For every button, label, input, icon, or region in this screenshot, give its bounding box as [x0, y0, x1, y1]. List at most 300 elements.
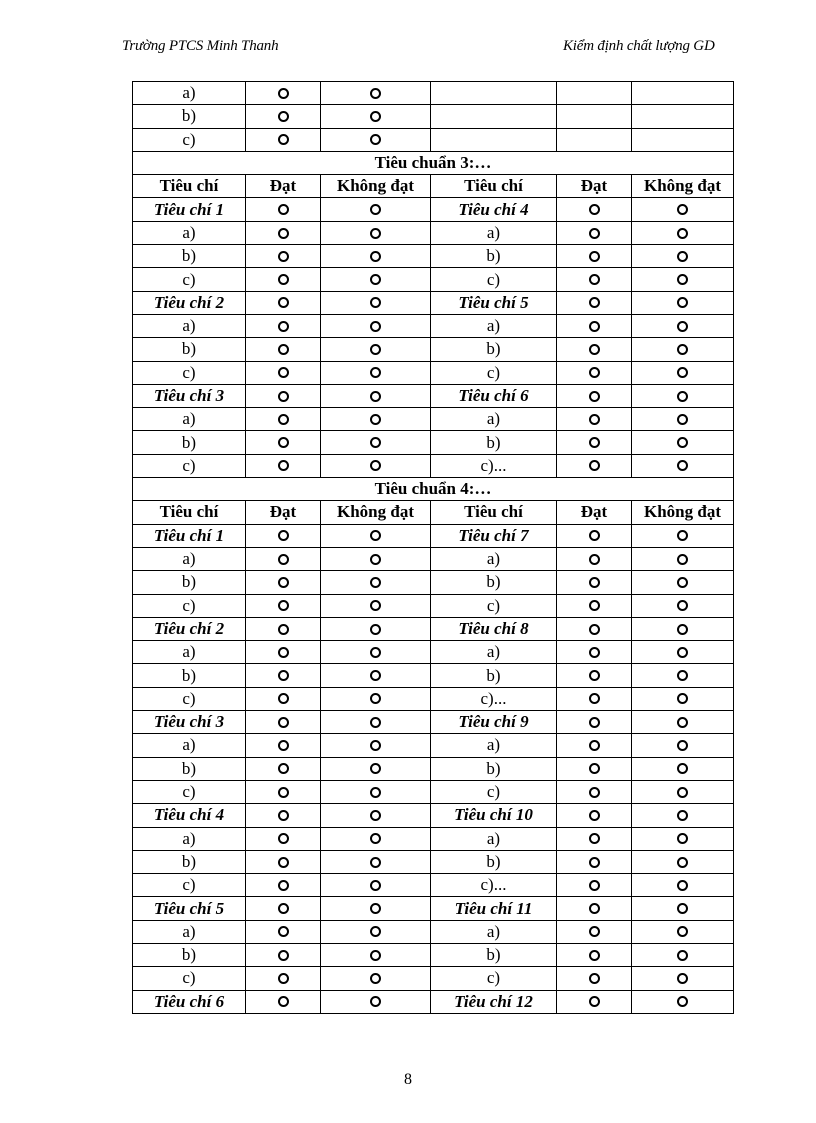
pass-radio-icon[interactable] — [589, 693, 600, 704]
criterion-heading: Tiêu chí 11 — [431, 897, 557, 920]
pass-radio-icon[interactable] — [589, 274, 600, 285]
pass-radio-icon[interactable] — [278, 321, 289, 332]
pass-radio-icon[interactable] — [278, 670, 289, 681]
pass-radio-icon[interactable] — [589, 228, 600, 239]
fail-cell — [321, 804, 431, 827]
fail-cell — [321, 594, 431, 617]
pass-cell — [557, 687, 632, 710]
pass-radio-icon[interactable] — [278, 624, 289, 635]
pass-radio-icon[interactable] — [589, 717, 600, 728]
pass-radio-icon[interactable] — [589, 763, 600, 774]
criterion-item-label: a) — [133, 547, 246, 570]
fail-radio-icon[interactable] — [370, 460, 381, 471]
fail-radio-icon[interactable] — [677, 321, 688, 332]
pass-radio-icon[interactable] — [278, 973, 289, 984]
table-row — [133, 198, 734, 221]
pass-cell — [557, 711, 632, 734]
fail-radio-icon[interactable] — [677, 530, 688, 541]
criteria-table — [132, 81, 734, 1014]
fail-radio-icon[interactable] — [677, 554, 688, 565]
fail-radio-icon[interactable] — [370, 857, 381, 868]
empty-cell — [431, 105, 557, 128]
pass-radio-icon[interactable] — [589, 880, 600, 891]
fail-cell — [321, 967, 431, 990]
pass-radio-icon[interactable] — [589, 810, 600, 821]
fail-radio-icon[interactable] — [370, 950, 381, 961]
fail-cell — [632, 198, 734, 221]
criterion-heading: Tiêu chí 6 — [133, 990, 246, 1013]
pass-radio-icon[interactable] — [589, 950, 600, 961]
fail-cell — [632, 641, 734, 664]
fail-cell — [321, 664, 431, 687]
fail-radio-icon[interactable] — [370, 670, 381, 681]
pass-radio-icon[interactable] — [589, 787, 600, 798]
pass-radio-icon[interactable] — [278, 600, 289, 611]
criterion-item-label: a) — [133, 920, 246, 943]
fail-cell — [321, 990, 431, 1013]
fail-cell — [632, 757, 734, 780]
pass-radio-icon[interactable] — [278, 460, 289, 471]
fail-radio-icon[interactable] — [370, 297, 381, 308]
table-row — [133, 128, 734, 151]
fail-radio-icon[interactable] — [370, 833, 381, 844]
fail-radio-icon[interactable] — [370, 530, 381, 541]
fail-radio-icon[interactable] — [370, 274, 381, 285]
pass-cell — [557, 454, 632, 477]
fail-radio-icon[interactable] — [370, 204, 381, 215]
fail-radio-icon[interactable] — [370, 321, 381, 332]
pass-cell — [557, 804, 632, 827]
pass-radio-icon[interactable] — [278, 693, 289, 704]
section-title: Tiêu chuẩn 4:… — [133, 478, 734, 501]
fail-radio-icon[interactable] — [370, 367, 381, 378]
pass-radio-icon[interactable] — [589, 973, 600, 984]
fail-cell — [632, 874, 734, 897]
table-row — [133, 897, 734, 920]
pass-cell — [557, 291, 632, 314]
fail-radio-icon[interactable] — [370, 414, 381, 425]
criterion-item-label: c) — [133, 454, 246, 477]
fail-cell — [321, 384, 431, 407]
fail-radio-icon[interactable] — [677, 950, 688, 961]
pass-cell — [557, 384, 632, 407]
criterion-heading: Tiêu chí 4 — [133, 804, 246, 827]
fail-cell — [632, 384, 734, 407]
pass-cell — [246, 943, 321, 966]
fail-radio-icon[interactable] — [677, 717, 688, 728]
table-row — [133, 384, 734, 407]
fail-cell — [321, 82, 431, 105]
criterion-item-label: c) — [133, 128, 246, 151]
pass-radio-icon[interactable] — [589, 391, 600, 402]
criterion-item-label: c)... — [431, 687, 557, 710]
pass-cell — [246, 687, 321, 710]
pass-radio-icon[interactable] — [278, 903, 289, 914]
pass-cell — [246, 291, 321, 314]
pass-cell — [246, 524, 321, 547]
criterion-item-label: a) — [431, 547, 557, 570]
fail-radio-icon[interactable] — [370, 391, 381, 402]
fail-cell — [632, 897, 734, 920]
table-row — [133, 711, 734, 734]
criterion-item-label: a) — [133, 408, 246, 431]
pass-cell — [557, 874, 632, 897]
empty-cell — [632, 105, 734, 128]
criterion-item-label: a) — [133, 827, 246, 850]
pass-radio-icon[interactable] — [589, 624, 600, 635]
pass-cell — [557, 571, 632, 594]
pass-radio-icon[interactable] — [278, 554, 289, 565]
fail-cell — [632, 827, 734, 850]
criterion-item-label: a) — [133, 734, 246, 757]
pass-cell — [557, 268, 632, 291]
pass-cell — [246, 547, 321, 570]
pass-cell — [557, 338, 632, 361]
fail-cell — [321, 198, 431, 221]
pass-radio-icon[interactable] — [278, 740, 289, 751]
fail-radio-icon[interactable] — [370, 810, 381, 821]
pass-radio-icon[interactable] — [278, 111, 289, 122]
pass-radio-icon[interactable] — [278, 414, 289, 425]
criterion-heading: Tiêu chí 5 — [431, 291, 557, 314]
pass-radio-icon[interactable] — [278, 530, 289, 541]
pass-cell — [246, 641, 321, 664]
fail-radio-icon[interactable] — [370, 111, 381, 122]
fail-radio-icon[interactable] — [677, 763, 688, 774]
pass-radio-icon[interactable] — [589, 740, 600, 751]
fail-radio-icon[interactable] — [370, 251, 381, 262]
empty-cell — [557, 105, 632, 128]
pass-radio-icon[interactable] — [278, 996, 289, 1007]
empty-cell — [632, 128, 734, 151]
fail-radio-icon[interactable] — [370, 926, 381, 937]
fail-radio-icon[interactable] — [370, 624, 381, 635]
table-row — [133, 664, 734, 687]
pass-cell — [246, 594, 321, 617]
col-header-fail: Không đạt — [321, 501, 431, 524]
table-row — [133, 734, 734, 757]
fail-radio-icon[interactable] — [677, 391, 688, 402]
criterion-item-label: a) — [431, 827, 557, 850]
pass-radio-icon[interactable] — [278, 950, 289, 961]
fail-radio-icon[interactable] — [677, 787, 688, 798]
fail-radio-icon[interactable] — [370, 228, 381, 239]
fail-cell — [632, 967, 734, 990]
criterion-item-label: a) — [431, 408, 557, 431]
pass-cell — [246, 338, 321, 361]
fail-radio-icon[interactable] — [677, 810, 688, 821]
pass-radio-icon[interactable] — [278, 647, 289, 658]
fail-cell — [321, 547, 431, 570]
header-document-title: Kiểm định chất lượng GD — [563, 38, 715, 54]
fail-radio-icon[interactable] — [370, 973, 381, 984]
table-row — [133, 338, 734, 361]
table-row — [133, 221, 734, 244]
fail-radio-icon[interactable] — [370, 88, 381, 99]
pass-cell — [557, 641, 632, 664]
criterion-item-label: c) — [133, 594, 246, 617]
pass-radio-icon[interactable] — [278, 437, 289, 448]
fail-radio-icon[interactable] — [677, 670, 688, 681]
fail-radio-icon[interactable] — [677, 693, 688, 704]
pass-cell — [246, 571, 321, 594]
fail-radio-icon[interactable] — [677, 460, 688, 471]
criterion-item-label: a) — [133, 641, 246, 664]
fail-radio-icon[interactable] — [370, 903, 381, 914]
fail-radio-icon[interactable] — [677, 437, 688, 448]
fail-radio-icon[interactable] — [370, 577, 381, 588]
fail-radio-icon[interactable] — [370, 437, 381, 448]
pass-radio-icon[interactable] — [589, 833, 600, 844]
pass-cell — [557, 990, 632, 1013]
pass-cell — [246, 827, 321, 850]
fail-radio-icon[interactable] — [677, 996, 688, 1007]
pass-cell — [557, 361, 632, 384]
pass-radio-icon[interactable] — [589, 437, 600, 448]
pass-radio-icon[interactable] — [278, 297, 289, 308]
pass-cell — [557, 408, 632, 431]
fail-cell — [632, 664, 734, 687]
table-row — [133, 920, 734, 943]
criterion-heading: Tiêu chí 6 — [431, 384, 557, 407]
table-row — [133, 361, 734, 384]
table-row — [133, 524, 734, 547]
table-row — [133, 314, 734, 337]
fail-cell — [321, 920, 431, 943]
pass-cell — [246, 897, 321, 920]
pass-cell — [246, 128, 321, 151]
fail-radio-icon[interactable] — [370, 740, 381, 751]
fail-cell — [321, 711, 431, 734]
fail-radio-icon[interactable] — [677, 344, 688, 355]
pass-radio-icon[interactable] — [589, 460, 600, 471]
fail-radio-icon[interactable] — [370, 717, 381, 728]
table-row — [133, 757, 734, 780]
fail-radio-icon[interactable] — [677, 297, 688, 308]
pass-cell — [557, 594, 632, 617]
criterion-item-label: c) — [133, 687, 246, 710]
pass-radio-icon[interactable] — [278, 857, 289, 868]
fail-cell — [321, 408, 431, 431]
criterion-item-label: c) — [431, 594, 557, 617]
empty-cell — [632, 82, 734, 105]
fail-cell — [321, 943, 431, 966]
fail-radio-icon[interactable] — [677, 204, 688, 215]
col-header-criterion: Tiêu chí — [431, 175, 557, 198]
pass-radio-icon[interactable] — [589, 344, 600, 355]
fail-radio-icon[interactable] — [677, 880, 688, 891]
pass-cell — [246, 757, 321, 780]
criterion-heading: Tiêu chí 2 — [133, 291, 246, 314]
pass-radio-icon[interactable] — [589, 321, 600, 332]
pass-radio-icon[interactable] — [278, 204, 289, 215]
pass-cell — [557, 850, 632, 873]
pass-radio-icon[interactable] — [278, 367, 289, 378]
pass-radio-icon[interactable] — [589, 926, 600, 937]
col-header-fail: Không đạt — [321, 175, 431, 198]
pass-cell — [246, 314, 321, 337]
pass-radio-icon[interactable] — [278, 880, 289, 891]
criterion-item-label: b) — [133, 943, 246, 966]
fail-radio-icon[interactable] — [370, 763, 381, 774]
pass-radio-icon[interactable] — [589, 857, 600, 868]
criterion-heading: Tiêu chí 7 — [431, 524, 557, 547]
criterion-item-label: a) — [431, 641, 557, 664]
fail-radio-icon[interactable] — [677, 600, 688, 611]
pass-radio-icon[interactable] — [278, 274, 289, 285]
pass-cell — [246, 920, 321, 943]
fail-cell — [321, 128, 431, 151]
pass-radio-icon[interactable] — [278, 88, 289, 99]
pass-radio-icon[interactable] — [589, 414, 600, 425]
fail-radio-icon[interactable] — [370, 693, 381, 704]
table-row — [133, 827, 734, 850]
col-header-pass: Đạt — [246, 175, 321, 198]
criterion-heading: Tiêu chí 3 — [133, 711, 246, 734]
fail-cell — [632, 291, 734, 314]
fail-radio-icon[interactable] — [370, 647, 381, 658]
pass-radio-icon[interactable] — [278, 251, 289, 262]
fail-cell — [321, 338, 431, 361]
fail-radio-icon[interactable] — [370, 344, 381, 355]
fail-cell — [632, 617, 734, 640]
criterion-item-label: a) — [431, 920, 557, 943]
table-row — [133, 804, 734, 827]
fail-cell — [321, 571, 431, 594]
fail-cell — [321, 734, 431, 757]
criterion-heading: Tiêu chí 3 — [133, 384, 246, 407]
criterion-item-label: b) — [133, 850, 246, 873]
fail-radio-icon[interactable] — [677, 740, 688, 751]
section-title-row — [133, 151, 734, 174]
pass-radio-icon[interactable] — [278, 833, 289, 844]
criterion-item-label: c) — [431, 967, 557, 990]
pass-radio-icon[interactable] — [589, 204, 600, 215]
pass-radio-icon[interactable] — [278, 763, 289, 774]
pass-radio-icon[interactable] — [278, 344, 289, 355]
pass-radio-icon[interactable] — [589, 903, 600, 914]
pass-radio-icon[interactable] — [589, 530, 600, 541]
pass-radio-icon[interactable] — [278, 926, 289, 937]
table-row — [133, 967, 734, 990]
pass-radio-icon[interactable] — [278, 228, 289, 239]
fail-radio-icon[interactable] — [677, 926, 688, 937]
pass-radio-icon[interactable] — [278, 787, 289, 798]
pass-radio-icon[interactable] — [278, 391, 289, 402]
pass-cell — [246, 850, 321, 873]
criterion-item-label: b) — [133, 338, 246, 361]
criterion-item-label: b) — [133, 105, 246, 128]
pass-radio-icon[interactable] — [278, 717, 289, 728]
col-header-criterion: Tiêu chí — [431, 501, 557, 524]
pass-cell — [557, 943, 632, 966]
fail-radio-icon[interactable] — [677, 903, 688, 914]
fail-radio-icon[interactable] — [677, 833, 688, 844]
fail-radio-icon[interactable] — [677, 251, 688, 262]
pass-cell — [246, 384, 321, 407]
pass-radio-icon[interactable] — [589, 554, 600, 565]
col-header-pass: Đạt — [557, 175, 632, 198]
fail-radio-icon[interactable] — [677, 274, 688, 285]
criterion-item-label: c) — [133, 361, 246, 384]
fail-radio-icon[interactable] — [677, 367, 688, 378]
pass-radio-icon[interactable] — [589, 600, 600, 611]
fail-radio-icon[interactable] — [370, 996, 381, 1007]
criterion-item-label: c) — [133, 874, 246, 897]
criterion-heading: Tiêu chí 4 — [431, 198, 557, 221]
fail-radio-icon[interactable] — [677, 973, 688, 984]
pass-cell — [246, 780, 321, 803]
table-row — [133, 431, 734, 454]
fail-cell — [321, 245, 431, 268]
pass-cell — [246, 82, 321, 105]
header-school-name: Trường PTCS Minh Thanh — [122, 38, 279, 54]
fail-radio-icon[interactable] — [677, 228, 688, 239]
empty-cell — [431, 128, 557, 151]
fail-radio-icon[interactable] — [677, 624, 688, 635]
criterion-heading: Tiêu chí 1 — [133, 198, 246, 221]
criterion-item-label: b) — [133, 664, 246, 687]
pass-radio-icon[interactable] — [589, 367, 600, 378]
pass-radio-icon[interactable] — [589, 996, 600, 1007]
table-row — [133, 617, 734, 640]
fail-radio-icon[interactable] — [677, 577, 688, 588]
fail-cell — [632, 734, 734, 757]
criterion-heading: Tiêu chí 9 — [431, 711, 557, 734]
fail-cell — [321, 291, 431, 314]
pass-radio-icon[interactable] — [278, 810, 289, 821]
section-title-row — [133, 478, 734, 501]
pass-cell — [557, 221, 632, 244]
fail-radio-icon[interactable] — [370, 600, 381, 611]
col-header-pass: Đạt — [246, 501, 321, 524]
table-row — [133, 245, 734, 268]
fail-cell — [632, 408, 734, 431]
fail-cell — [632, 780, 734, 803]
fail-radio-icon[interactable] — [677, 857, 688, 868]
pass-cell — [557, 780, 632, 803]
fail-radio-icon[interactable] — [370, 880, 381, 891]
fail-radio-icon[interactable] — [370, 787, 381, 798]
fail-radio-icon[interactable] — [677, 414, 688, 425]
pass-radio-icon[interactable] — [589, 577, 600, 588]
pass-radio-icon[interactable] — [589, 647, 600, 658]
pass-radio-icon[interactable] — [278, 577, 289, 588]
fail-cell — [632, 571, 734, 594]
pass-cell — [246, 105, 321, 128]
fail-radio-icon[interactable] — [370, 134, 381, 145]
pass-radio-icon[interactable] — [589, 670, 600, 681]
fail-cell — [321, 780, 431, 803]
pass-cell — [246, 990, 321, 1013]
table-row — [133, 874, 734, 897]
criterion-item-label: c) — [431, 361, 557, 384]
criterion-item-label: a) — [431, 734, 557, 757]
pass-radio-icon[interactable] — [589, 297, 600, 308]
pass-cell — [557, 827, 632, 850]
pass-radio-icon[interactable] — [589, 251, 600, 262]
pass-cell — [246, 804, 321, 827]
fail-radio-icon[interactable] — [370, 554, 381, 565]
fail-radio-icon[interactable] — [677, 647, 688, 658]
criterion-item-label: b) — [431, 664, 557, 687]
fail-cell — [632, 594, 734, 617]
fail-cell — [321, 454, 431, 477]
fail-cell — [321, 268, 431, 291]
fail-cell — [321, 641, 431, 664]
pass-radio-icon[interactable] — [278, 134, 289, 145]
pass-cell — [557, 897, 632, 920]
